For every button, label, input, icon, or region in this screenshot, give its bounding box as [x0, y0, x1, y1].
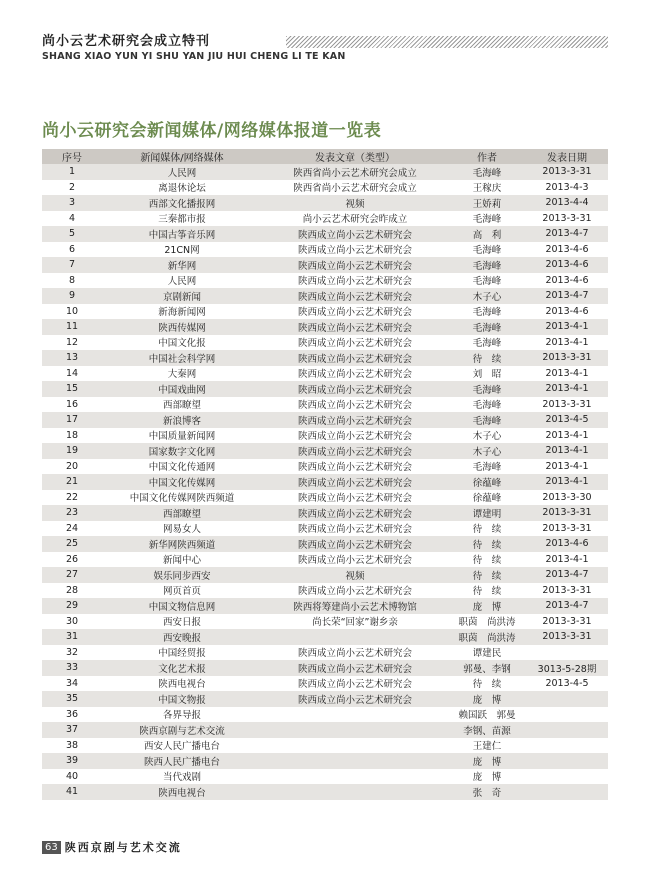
- cell-date: 2013-4-6: [526, 257, 608, 273]
- cell-index: 23: [42, 505, 102, 521]
- cell-media: 新华网: [102, 257, 262, 273]
- table-row: [42, 164, 608, 180]
- cell-author: 毛海峰: [448, 412, 526, 428]
- cell-date: [526, 769, 608, 785]
- cell-date: 2013-4-5: [526, 412, 608, 428]
- cell-index: 25: [42, 536, 102, 552]
- cell-author: 待 续: [448, 676, 526, 692]
- cell-index: 33: [42, 660, 102, 676]
- cell-media: 中国戏曲网: [102, 381, 262, 397]
- cell-author: 职茵 尚洪涛: [448, 629, 526, 645]
- cell-date: 3013-5-28期: [526, 660, 608, 676]
- cell-index: 38: [42, 738, 102, 754]
- cell-media: 西安人民广播电台: [102, 738, 262, 754]
- table-row: [42, 242, 608, 258]
- cell-author: 待 续: [448, 536, 526, 552]
- cell-article: 陕西成立尚小云艺术研究会: [262, 490, 448, 506]
- cell-article: 陕西成立尚小云艺术研究会: [262, 552, 448, 568]
- cell-author: 刘 昭: [448, 366, 526, 382]
- cell-author: 李钢、苗源: [448, 722, 526, 738]
- cell-date: 2013-3-30: [526, 490, 608, 506]
- cell-index: 13: [42, 350, 102, 366]
- cell-date: 2013-4-5: [526, 676, 608, 692]
- cell-date: [526, 784, 608, 800]
- cell-index: 9: [42, 288, 102, 304]
- cell-date: 2013-3-31: [526, 521, 608, 537]
- table-row: [42, 490, 608, 506]
- cell-article: 陕西省尚小云艺术研究会成立: [262, 180, 448, 196]
- cell-index: 32: [42, 645, 102, 661]
- table-row: [42, 350, 608, 366]
- cell-article: [262, 722, 448, 738]
- cell-index: 3: [42, 195, 102, 211]
- cell-media: 人民网: [102, 273, 262, 289]
- col-header-date: 发表日期: [526, 149, 608, 164]
- cell-article: 陕西成立尚小云艺术研究会: [262, 660, 448, 676]
- cell-index: 11: [42, 319, 102, 335]
- cell-index: 34: [42, 676, 102, 692]
- cell-author: 徐蕴峰: [448, 474, 526, 490]
- table-row: [42, 614, 608, 630]
- cell-author: 毛海峰: [448, 319, 526, 335]
- cell-media: 中国社会科学网: [102, 350, 262, 366]
- cell-author: 高 利: [448, 226, 526, 242]
- cell-author: 张 奇: [448, 784, 526, 800]
- cell-article: [262, 784, 448, 800]
- table-row: [42, 273, 608, 289]
- cell-article: 陕西成立尚小云艺术研究会: [262, 583, 448, 599]
- cell-article: 陕西成立尚小云艺术研究会: [262, 304, 448, 320]
- cell-article: 陕西成立尚小云艺术研究会: [262, 319, 448, 335]
- cell-author: 赖国跃 郭曼: [448, 707, 526, 723]
- table-row: [42, 397, 608, 413]
- cell-index: 20: [42, 459, 102, 475]
- table-row: [42, 521, 608, 537]
- cell-author: 木子心: [448, 428, 526, 444]
- cell-media: 娱乐同步西安: [102, 567, 262, 583]
- col-header-article: 发表文章（类型）: [262, 149, 448, 164]
- table-row: [42, 753, 608, 769]
- cell-article: 陕西成立尚小云艺术研究会: [262, 645, 448, 661]
- cell-date: [526, 707, 608, 723]
- table-row: [42, 180, 608, 196]
- cell-index: 29: [42, 598, 102, 614]
- cell-author: 庞 博: [448, 691, 526, 707]
- table-row: [42, 505, 608, 521]
- cell-article: 陕西成立尚小云艺术研究会: [262, 242, 448, 258]
- cell-author: 木子心: [448, 443, 526, 459]
- table-row: [42, 257, 608, 273]
- cell-author: 毛海峰: [448, 257, 526, 273]
- cell-author: 待 续: [448, 521, 526, 537]
- cell-index: 7: [42, 257, 102, 273]
- cell-date: 2013-4-1: [526, 474, 608, 490]
- table-row: [42, 722, 608, 738]
- cell-date: 2013-4-6: [526, 304, 608, 320]
- cell-date: 2013-3-31: [526, 164, 608, 180]
- cell-article: 陕西成立尚小云艺术研究会: [262, 397, 448, 413]
- table-row: [42, 319, 608, 335]
- cell-media: 中国经贸报: [102, 645, 262, 661]
- cell-article: 陕西成立尚小云艺术研究会: [262, 335, 448, 351]
- cell-author: 毛海峰: [448, 164, 526, 180]
- cell-article: 陕西成立尚小云艺术研究会: [262, 350, 448, 366]
- cell-article: 视频: [262, 195, 448, 211]
- cell-article: 陕西成立尚小云艺术研究会: [262, 676, 448, 692]
- cell-article: 陕西成立尚小云艺术研究会: [262, 257, 448, 273]
- cell-index: 17: [42, 412, 102, 428]
- table-row: [42, 381, 608, 397]
- cell-index: 30: [42, 614, 102, 630]
- cell-article: 视频: [262, 567, 448, 583]
- cell-index: 1: [42, 164, 102, 180]
- page-footer: [42, 839, 182, 855]
- table-row: [42, 784, 608, 800]
- cell-media: 京剧新闻: [102, 288, 262, 304]
- cell-index: 12: [42, 335, 102, 351]
- table-row: [42, 459, 608, 475]
- table-row: [42, 583, 608, 599]
- cell-media: 中国文化报: [102, 335, 262, 351]
- cell-article: [262, 769, 448, 785]
- cell-article: 陕西成立尚小云艺术研究会: [262, 273, 448, 289]
- cell-article: 陕西成立尚小云艺术研究会: [262, 459, 448, 475]
- cell-author: 待 续: [448, 567, 526, 583]
- cell-media: 陕西传媒网: [102, 319, 262, 335]
- cell-author: 徐蕴峰: [448, 490, 526, 506]
- cell-date: 2013-4-1: [526, 381, 608, 397]
- cell-article: 陕西成立尚小云艺术研究会: [262, 536, 448, 552]
- col-header-index: 序号: [42, 149, 102, 164]
- table-row: [42, 769, 608, 785]
- cell-date: 2013-3-31: [526, 397, 608, 413]
- cell-author: 待 续: [448, 552, 526, 568]
- table-body: [42, 164, 608, 800]
- cell-date: 2013-4-6: [526, 273, 608, 289]
- cell-date: 2013-4-6: [526, 242, 608, 258]
- cell-author: 庞 博: [448, 598, 526, 614]
- cell-media: 陕西人民广播电台: [102, 753, 262, 769]
- cell-media: 西部瞭望: [102, 505, 262, 521]
- cell-date: 2013-4-1: [526, 319, 608, 335]
- cell-index: 14: [42, 366, 102, 382]
- cell-author: 毛海峰: [448, 381, 526, 397]
- cell-author: 职茵 尚洪涛: [448, 614, 526, 630]
- table-row: [42, 691, 608, 707]
- cell-author: 待 续: [448, 350, 526, 366]
- cell-article: [262, 629, 448, 645]
- cell-article: 陕西成立尚小云艺术研究会: [262, 691, 448, 707]
- table-row: [42, 195, 608, 211]
- cell-author: 毛海峰: [448, 304, 526, 320]
- table-row: [42, 567, 608, 583]
- cell-index: 40: [42, 769, 102, 785]
- cell-media: 三秦都市报: [102, 211, 262, 227]
- cell-article: 陕西成立尚小云艺术研究会: [262, 521, 448, 537]
- cell-date: 2013-4-4: [526, 195, 608, 211]
- cell-date: [526, 691, 608, 707]
- cell-article: 尚小云艺术研究会昨成立: [262, 211, 448, 227]
- cell-author: 谭建明: [448, 505, 526, 521]
- table-row: [42, 536, 608, 552]
- table-row: [42, 474, 608, 490]
- cell-author: 谭建民: [448, 645, 526, 661]
- table-row: [42, 552, 608, 568]
- cell-index: 24: [42, 521, 102, 537]
- cell-index: 16: [42, 397, 102, 413]
- cell-author: 庞 博: [448, 753, 526, 769]
- cell-article: 陕西成立尚小云艺术研究会: [262, 226, 448, 242]
- cell-author: 毛海峰: [448, 459, 526, 475]
- table-row: [42, 645, 608, 661]
- cell-index: 21: [42, 474, 102, 490]
- table-header-row: [42, 149, 608, 164]
- cell-date: [526, 645, 608, 661]
- cell-media: 陕西京剧与艺术交流: [102, 722, 262, 738]
- cell-date: 2013-4-1: [526, 459, 608, 475]
- cell-date: 2013-3-31: [526, 583, 608, 599]
- cell-date: 2013-4-7: [526, 598, 608, 614]
- cell-date: 2013-4-1: [526, 552, 608, 568]
- cell-article: 陕西成立尚小云艺术研究会: [262, 366, 448, 382]
- cell-article: [262, 738, 448, 754]
- page-header: [42, 34, 608, 63]
- cell-date: [526, 753, 608, 769]
- journal-name: 陕西京剧与艺术交流: [64, 841, 182, 854]
- cell-index: 15: [42, 381, 102, 397]
- cell-media: 新华网陕西频道: [102, 536, 262, 552]
- cell-date: 2013-4-1: [526, 366, 608, 382]
- cell-media: 新浪博客: [102, 412, 262, 428]
- cell-article: 陕西成立尚小云艺术研究会: [262, 412, 448, 428]
- cell-article: 陕西成立尚小云艺术研究会: [262, 381, 448, 397]
- cell-index: 2: [42, 180, 102, 196]
- cell-media: 大秦网: [102, 366, 262, 382]
- cell-date: 2013-4-7: [526, 226, 608, 242]
- table-row: [42, 412, 608, 428]
- table-row: [42, 660, 608, 676]
- cell-index: 41: [42, 784, 102, 800]
- cell-date: 2013-3-31: [526, 505, 608, 521]
- cell-index: 35: [42, 691, 102, 707]
- cell-index: 37: [42, 722, 102, 738]
- cell-date: 2013-3-31: [526, 211, 608, 227]
- cell-media: 离退休论坛: [102, 180, 262, 196]
- cell-article: [262, 753, 448, 769]
- header-hatch-decoration: [286, 36, 608, 48]
- cell-index: 6: [42, 242, 102, 258]
- cell-author: 待 续: [448, 583, 526, 599]
- cell-author: 毛海峰: [448, 273, 526, 289]
- cell-media: 中国文化传通网: [102, 459, 262, 475]
- cell-article: 陕西成立尚小云艺术研究会: [262, 505, 448, 521]
- cell-author: 王建仁: [448, 738, 526, 754]
- cell-article: 陕西成立尚小云艺术研究会: [262, 474, 448, 490]
- cell-author: 郭曼、李钢: [448, 660, 526, 676]
- cell-media: 网易女人: [102, 521, 262, 537]
- table-row: [42, 304, 608, 320]
- cell-media: 中国文化传媒网陕西频道: [102, 490, 262, 506]
- cell-media: 人民网: [102, 164, 262, 180]
- cell-index: 26: [42, 552, 102, 568]
- cell-author: 毛海峰: [448, 335, 526, 351]
- table-row: [42, 335, 608, 351]
- cell-date: 2013-4-3: [526, 180, 608, 196]
- table-row: [42, 226, 608, 242]
- cell-date: 2013-4-1: [526, 428, 608, 444]
- cell-media: 西部瞭望: [102, 397, 262, 413]
- cell-author: 王稼庆: [448, 180, 526, 196]
- cell-index: 5: [42, 226, 102, 242]
- cell-media: 陕西电视台: [102, 676, 262, 692]
- cell-article: 陕西将筹建尚小云艺术博物馆: [262, 598, 448, 614]
- media-report-table: [42, 149, 608, 800]
- cell-author: 毛海峰: [448, 242, 526, 258]
- cell-media: 西部文化播报网: [102, 195, 262, 211]
- page-number: 63: [42, 841, 61, 854]
- cell-article: [262, 707, 448, 723]
- page-title: 尚小云研究会新闻媒体/网络媒体报道一览表: [42, 121, 382, 141]
- cell-media: 网页首页: [102, 583, 262, 599]
- cell-media: 新闻中心: [102, 552, 262, 568]
- table-row: [42, 676, 608, 692]
- cell-media: 西安日报: [102, 614, 262, 630]
- table-row: [42, 443, 608, 459]
- cell-media: 文化艺术报: [102, 660, 262, 676]
- cell-date: [526, 738, 608, 754]
- cell-date: 2013-3-31: [526, 614, 608, 630]
- table-row: [42, 738, 608, 754]
- cell-media: 21CN网: [102, 242, 262, 258]
- cell-index: 8: [42, 273, 102, 289]
- cell-index: 19: [42, 443, 102, 459]
- cell-date: 2013-4-1: [526, 443, 608, 459]
- cell-media: 中国文化传媒网: [102, 474, 262, 490]
- cell-media: 当代戏剧: [102, 769, 262, 785]
- cell-index: 27: [42, 567, 102, 583]
- cell-article: 陕西成立尚小云艺术研究会: [262, 443, 448, 459]
- table-row: [42, 707, 608, 723]
- cell-media: 中国质量新闻网: [102, 428, 262, 444]
- header-title-en: SHANG XIAO YUN YI SHU YAN JIU HUI CHENG LI TE KAN: [42, 51, 346, 62]
- cell-article: 陕西成立尚小云艺术研究会: [262, 288, 448, 304]
- cell-index: 22: [42, 490, 102, 506]
- cell-media: 国家数字文化网: [102, 443, 262, 459]
- cell-index: 10: [42, 304, 102, 320]
- cell-index: 31: [42, 629, 102, 645]
- cell-article: 尚长荣“回家”谢乡亲: [262, 614, 448, 630]
- cell-author: 庞 博: [448, 769, 526, 785]
- cell-index: 4: [42, 211, 102, 227]
- table-row: [42, 288, 608, 304]
- cell-index: 39: [42, 753, 102, 769]
- cell-media: 西安晚报: [102, 629, 262, 645]
- table-row: [42, 211, 608, 227]
- cell-media: 中国文物报: [102, 691, 262, 707]
- cell-media: 各界导报: [102, 707, 262, 723]
- header-title-cn: 尚小云艺术研究会成立特刊: [42, 34, 211, 49]
- cell-article: 陕西成立尚小云艺术研究会: [262, 428, 448, 444]
- cell-index: 36: [42, 707, 102, 723]
- cell-article: 陕西省尚小云艺术研究会成立: [262, 164, 448, 180]
- cell-date: [526, 722, 608, 738]
- cell-author: 毛海峰: [448, 397, 526, 413]
- cell-media: 中国古筝音乐网: [102, 226, 262, 242]
- cell-author: 毛海峰: [448, 211, 526, 227]
- cell-date: 2013-3-31: [526, 350, 608, 366]
- cell-date: 2013-4-7: [526, 567, 608, 583]
- col-header-author: 作者: [448, 149, 526, 164]
- table-row: [42, 598, 608, 614]
- cell-media: 新海新闻网: [102, 304, 262, 320]
- cell-date: 2013-4-7: [526, 288, 608, 304]
- cell-date: 2013-4-6: [526, 536, 608, 552]
- table-row: [42, 428, 608, 444]
- cell-date: 2013-3-31: [526, 629, 608, 645]
- cell-author: 木子心: [448, 288, 526, 304]
- cell-media: 中国文物信息网: [102, 598, 262, 614]
- table-row: [42, 366, 608, 382]
- table-row: [42, 629, 608, 645]
- cell-media: 陕西电视台: [102, 784, 262, 800]
- cell-index: 18: [42, 428, 102, 444]
- cell-index: 28: [42, 583, 102, 599]
- col-header-media: 新闻媒体/网络媒体: [102, 149, 262, 164]
- cell-author: 王娇莉: [448, 195, 526, 211]
- cell-date: 2013-4-1: [526, 335, 608, 351]
